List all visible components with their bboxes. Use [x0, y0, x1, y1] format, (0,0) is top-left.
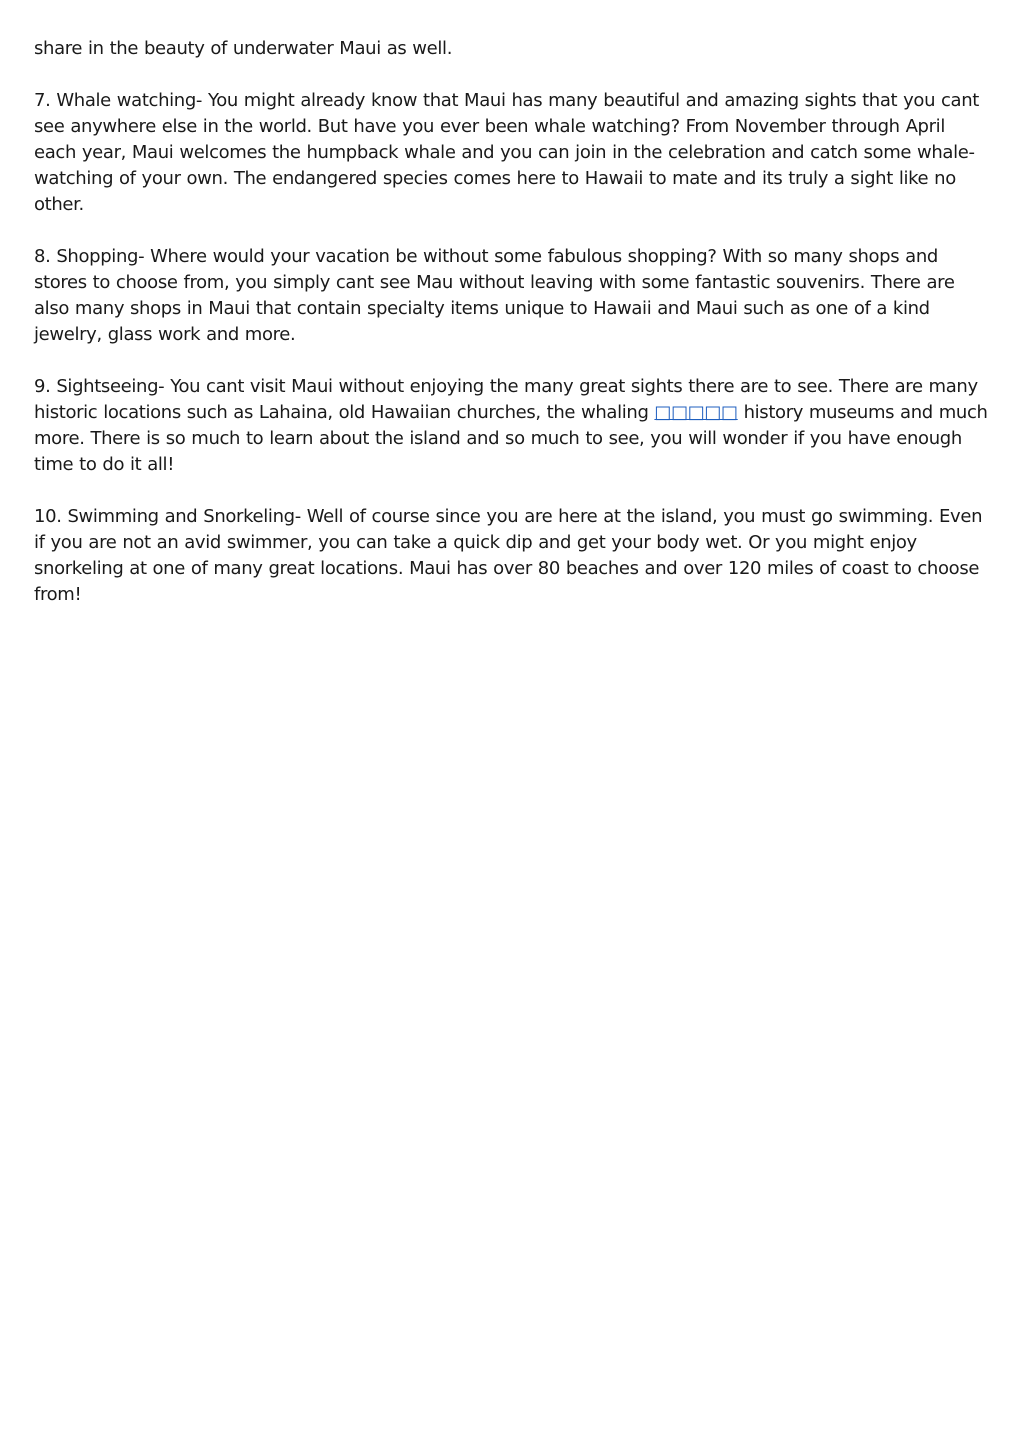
sightseeing-text-after-link: history museums and much more. There is so much to learn about the island and so much to see, you will wonder if you have enough time to do it all!	[34, 402, 988, 475]
sightseeing-text-before-link: 9. Sightseeing- You cant visit Maui without enjoying the many great sights there are to see. There are many historic locations such as Lahaina, old Hawaiian churches, the whaling	[34, 376, 978, 423]
document-page	[34, 36, 990, 634]
paragraph-swimming-snorkeling: 10. Swimming and Snorkeling- Well of course since you are here at the island, you must go swimming. Even if you are not an avid swimmer, you can take a quick dip and get your body wet. Or you might enjoy snorkeling at one of many great locations. Maui has over 80 beaches and over 120 miles of coast to choose from!	[34, 506, 983, 605]
paragraph-underwater-continuation: share in the beauty of underwater Maui as well.	[34, 38, 453, 59]
paragraph-shopping: 8. Shopping- Where would your vacation be without some fabulous shopping? With so many shops and stores to choose from, you simply cant see Mau without leaving with some fantastic souvenirs. There are also many shops in Maui that contain specialty items unique to Hawaii and Maui such as one of a kind jewelry, glass work and more.	[34, 246, 955, 345]
paragraph-sightseeing	[34, 374, 990, 478]
whaling-link[interactable]: □□□□□	[654, 402, 738, 423]
paragraph-whale-watching: 7. Whale watching- You might already know that Maui has many beautiful and amazing sights that you cant see anywhere else in the world. But have you ever been whale watching? From November through April each year, Maui welcomes the humpback whale and you can join in the celebration and catch some whale-watching of your own. The endangered species comes here to Hawaii to mate and its truly a sight like no other.	[34, 90, 980, 215]
